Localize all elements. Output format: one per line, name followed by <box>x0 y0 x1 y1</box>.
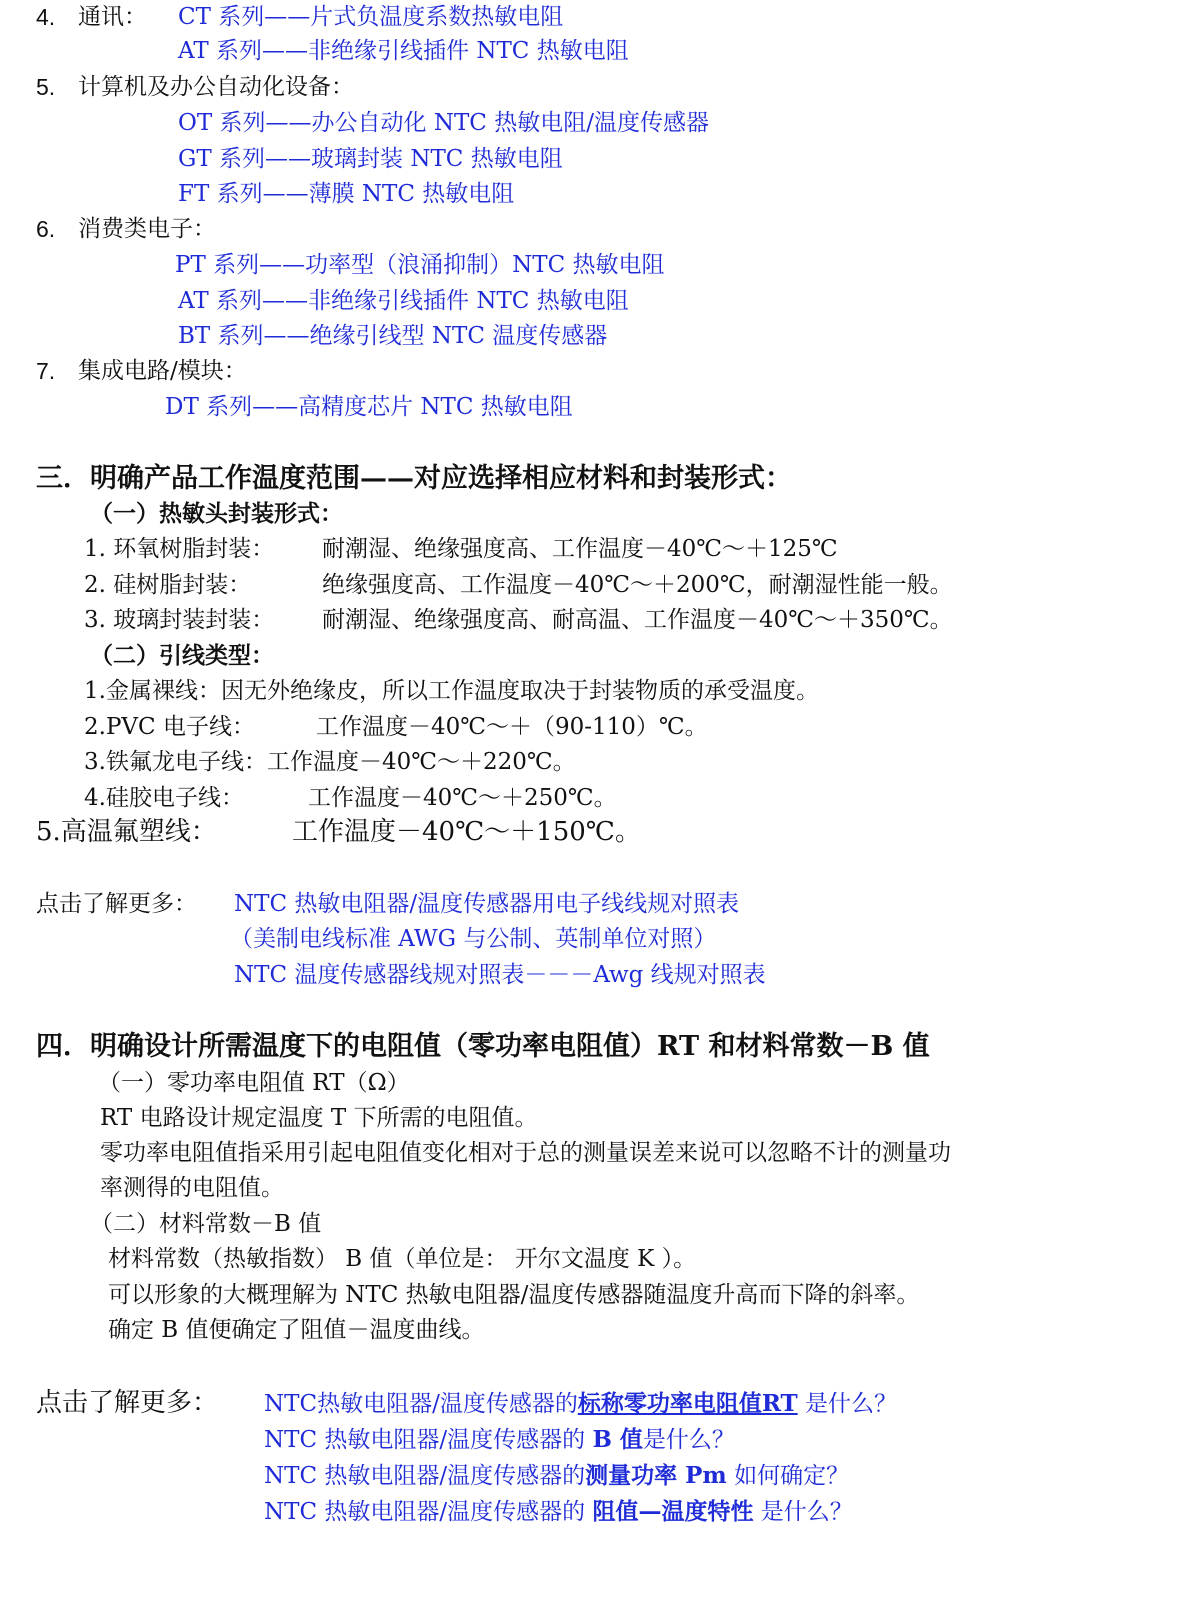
question-prefix: NTC 热敏电阻器/温度传感器的 <box>264 1427 593 1453</box>
subheading-zero-power-resistance: （一）零功率电阻值 RT（Ω） <box>98 1070 410 1096</box>
question-keyword: B 值 <box>592 1426 643 1453</box>
series-link-gt[interactable]: GT 系列——玻璃封装 NTC 热敏电阻 <box>178 146 563 172</box>
subheading-wire-types: （二）引线类型： <box>90 642 274 669</box>
app-title-computer: 计算机及办公自动化设备： <box>78 74 354 100</box>
question-resistance-temperature[interactable] <box>264 1497 853 1527</box>
series-link-at[interactable]: AT 系列——非绝缘引线插件 NTC 热敏电阻 <box>178 38 629 64</box>
app-number: 5. <box>36 74 56 100</box>
wire-desc: 工作温度－40℃～＋250℃。 <box>308 785 617 811</box>
link-awg-table[interactable]: NTC 温度传感器线规对照表－－－Awg 线规对照表 <box>234 962 766 988</box>
question-suffix: 是什么？ <box>797 1391 897 1417</box>
link-nominal-resistance[interactable]: 标称零功率电阻值RT <box>577 1390 798 1417</box>
wire-desc: 工作温度－40℃～＋220℃。 <box>266 749 576 775</box>
paragraph-material-constant: 材料常数（热敏指数） B 值（单位是： 开尔文温度 K ）。 <box>108 1246 697 1272</box>
wire-item-pvc <box>84 712 708 742</box>
pack-item-silicone <box>84 570 953 600</box>
question-keyword: 阻值—温度特性 <box>592 1498 754 1525</box>
app-title-communication: 通讯： <box>78 4 147 30</box>
pack-desc: 耐潮湿、绝缘强度高、耐高温、工作温度－40℃～＋350℃。 <box>322 607 953 633</box>
pack-desc: 耐潮湿、绝缘强度高、工作温度－40℃～＋125℃ <box>322 536 838 562</box>
wire-desc: 工作温度－40℃～＋150℃。 <box>292 817 641 847</box>
question-b-value[interactable] <box>264 1425 735 1455</box>
series-link-pt[interactable]: PT 系列——功率型（浪涌抑制）NTC 热敏电阻 <box>175 252 665 278</box>
wire-item-teflon <box>84 747 576 777</box>
question-suffix: 是什么？ <box>753 1499 853 1525</box>
more-label: 点击了解更多： <box>36 1388 219 1418</box>
question-nominal-resistance[interactable] <box>264 1389 897 1419</box>
subheading-b-value: （二）材料常数－B 值 <box>90 1211 322 1237</box>
question-measuring-power[interactable] <box>264 1461 849 1491</box>
question-prefix: NTC 热敏电阻器/温度传感器的 <box>264 1499 593 1525</box>
series-link-dt[interactable]: DT 系列——高精度芯片 NTC 热敏电阻 <box>165 394 573 420</box>
series-link-ct[interactable]: CT 系列——片式负温度系数热敏电阻 <box>178 4 564 30</box>
link-awg-standard[interactable]: （美制电线标准 AWG 与公制、英制单位对照） <box>230 926 717 952</box>
series-link-ot[interactable]: OT 系列——办公自动化 NTC 热敏电阻/温度传感器 <box>178 110 709 136</box>
question-suffix: 是什么？ <box>642 1427 735 1453</box>
app-number: 4. <box>36 4 56 30</box>
wire-label: 3.铁氟龙电子线： <box>84 749 267 775</box>
app-title-consumer: 消费类电子： <box>78 216 216 242</box>
pack-item-glass <box>84 605 953 635</box>
more-label: 点击了解更多： <box>36 891 197 917</box>
app-number: 6. <box>36 216 56 242</box>
pack-item-epoxy <box>84 534 838 564</box>
wire-label: 4.硅胶电子线： <box>84 785 244 811</box>
section-3-heading: 三．明确产品工作温度范围——对应选择相应材料和封装形式： <box>36 463 792 494</box>
paragraph-slope: 可以形象的大概理解为 NTC 热敏电阻器/温度传感器随温度升高而下降的斜率。 <box>108 1282 920 1308</box>
pack-label: 3. 玻璃封装封装： <box>84 607 275 633</box>
series-link-ft[interactable]: FT 系列——薄膜 NTC 热敏电阻 <box>178 181 515 207</box>
wire-label: 1.金属裸线： <box>84 678 221 704</box>
wire-item-silicone <box>84 783 617 813</box>
section-4-heading: 四．明确设计所需温度下的电阻值（零功率电阻值）RT 和材料常数－B 值 <box>36 1031 930 1062</box>
question-keyword: 测量功率 Pm <box>585 1462 727 1489</box>
question-prefix: NTC热敏电阻器/温度传感器的 <box>264 1391 578 1417</box>
subheading-packaging: （一）热敏头封装形式： <box>90 500 343 527</box>
paragraph-zero-power-line1: 零功率电阻值指采用引起电阻值变化相对于总的测量误差来说可以忽略不计的测量功 <box>100 1140 951 1166</box>
wire-label: 2.PVC 电子线： <box>84 714 255 740</box>
app-number: 7. <box>36 358 56 384</box>
paragraph-curve: 确定 B 值便确定了阻值－温度曲线。 <box>108 1317 485 1343</box>
question-prefix: NTC 热敏电阻器/温度传感器的 <box>264 1463 586 1489</box>
pack-desc: 绝缘强度高、工作温度－40℃～＋200℃，耐潮湿性能一般。 <box>322 572 953 598</box>
paragraph-zero-power-line2: 率测得的电阻值。 <box>100 1175 284 1201</box>
pack-label: 2. 硅树脂封装： <box>84 572 252 598</box>
paragraph-rt: RT 电路设计规定温度 T 下所需的电阻值。 <box>100 1105 538 1131</box>
link-wire-gauge-table[interactable]: NTC 热敏电阻器/温度传感器用电子线线规对照表 <box>234 891 740 917</box>
app-title-ic: 集成电路/模块： <box>78 358 247 384</box>
wire-desc: 因无外绝缘皮，所以工作温度取决于封装物质的承受温度。 <box>220 678 819 704</box>
pack-label: 1. 环氧树脂封装： <box>84 536 275 562</box>
series-link-at[interactable]: AT 系列——非绝缘引线插件 NTC 热敏电阻 <box>178 288 629 314</box>
wire-desc: 工作温度－40℃～＋（90-110）℃。 <box>316 714 708 740</box>
wire-item-bare <box>84 676 819 706</box>
wire-label: 5.高温氟塑线： <box>36 817 217 847</box>
wire-item-fluoroplastic <box>36 817 641 847</box>
series-link-bt[interactable]: BT 系列——绝缘引线型 NTC 温度传感器 <box>178 323 608 349</box>
question-suffix: 如何确定？ <box>726 1463 850 1489</box>
